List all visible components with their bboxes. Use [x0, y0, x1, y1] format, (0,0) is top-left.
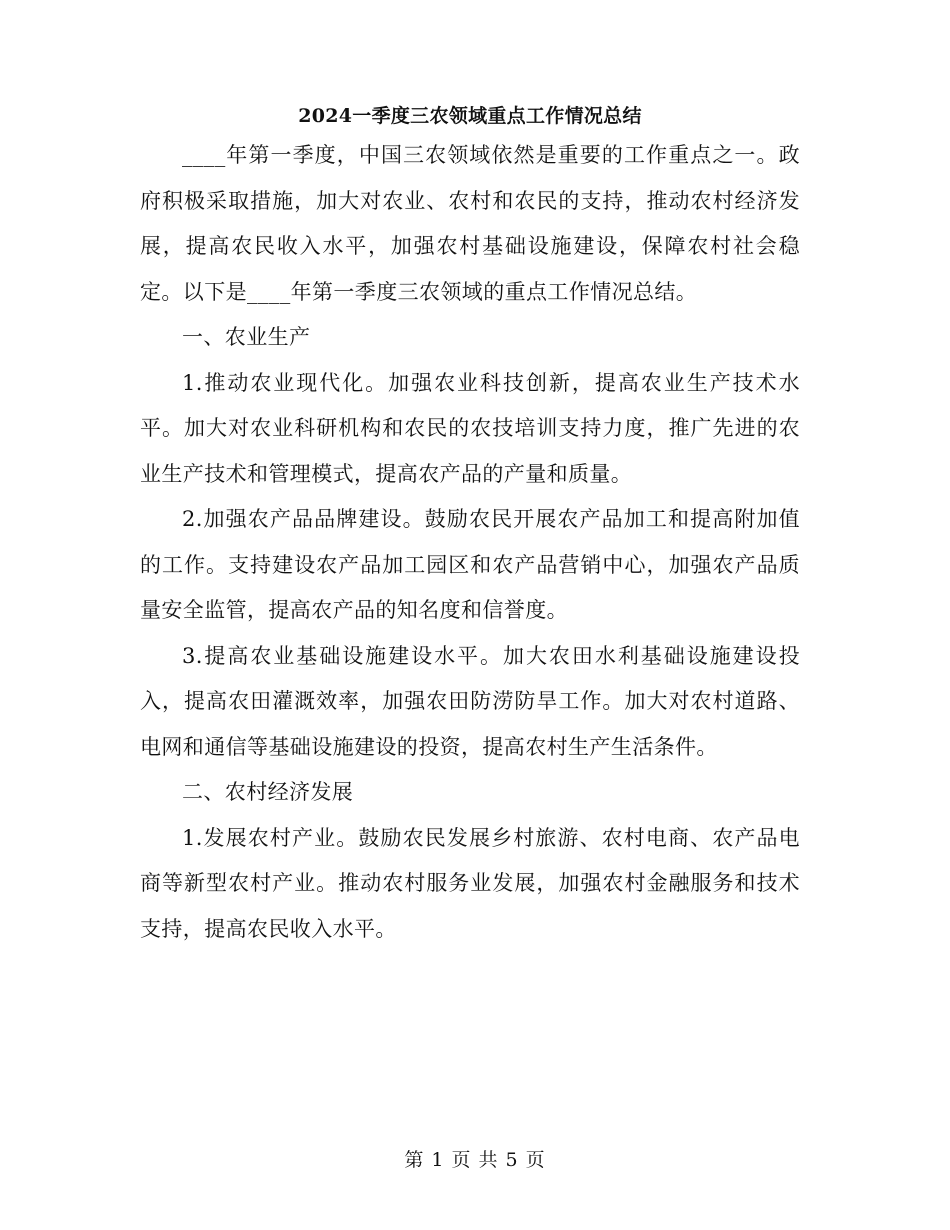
page-number-footer: 第 1 页 共 5 页: [404, 1149, 546, 1171]
document-title: 2024一季度三农领域重点工作情况总结: [298, 105, 642, 127]
paragraph-modernization: 1.推动农业现代化。加强农业科技创新，提高农业生产技术水平。加大对农业科研机构和农民的农技培训支持力度，推广先进的农业生产技术和管理模式，提高农产品的产量和质量。: [140, 370, 800, 486]
section-heading-agriculture: 一、农业生产: [182, 325, 311, 349]
paragraph-infrastructure: 3.提高农业基础设施建设水平。加大农田水利基础设施建设投入，提高农田灌溉效率，加强农田防涝防旱工作。加大对农村道路、电网和通信等基础设施建设的投资，提高农村生产生活条件。: [140, 643, 800, 759]
intro-paragraph: ____年第一季度，中国三农领域依然是重要的工作重点之一。政府积极采取措施，加大对农业、农村和农民的支持，推动农村经济发展，提高农民收入水平，加强农村基础设施建设，保障农村社会稳定。以下是____年第一季度三农领域的重点工作情况总结。: [140, 143, 800, 304]
document-body: [140, 103, 800, 952]
section-heading-rural-economy: 二、农村经济发展: [182, 780, 354, 804]
paragraph-brand-building: 2.加强农产品品牌建设。鼓励农民开展农产品加工和提高附加值的工作。支持建设农产品加工园区和农产品营销中心，加强农产品质量安全监管，提高农产品的知名度和信誉度。: [140, 507, 800, 622]
paragraph-rural-industry: 1.发展农村产业。鼓励农民发展乡村旅游、农村电商、农产品电商等新型农村产业。推动农村服务业发展，加强农村金融服务和技术支持，提高农民收入水平。: [140, 825, 800, 941]
